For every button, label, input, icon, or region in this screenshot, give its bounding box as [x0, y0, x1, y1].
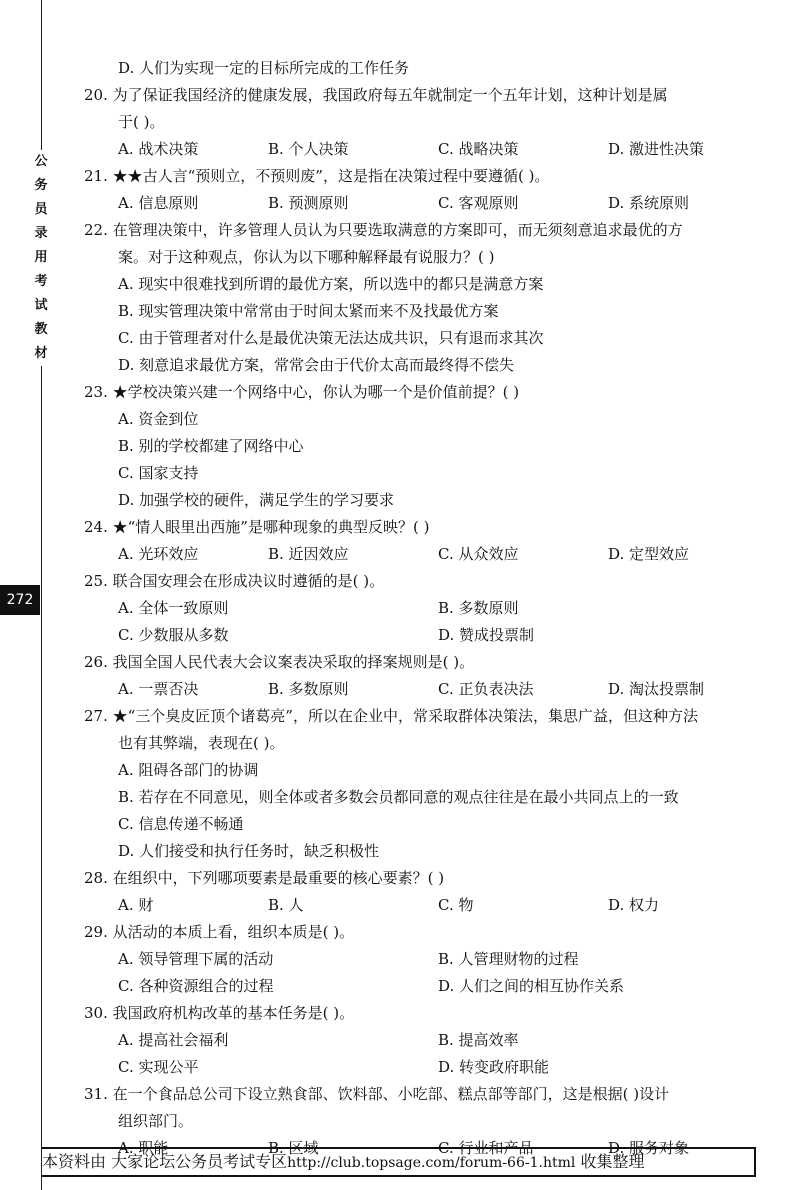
question-stem: 29. 从活动的本质上看，组织本质是( )。: [84, 923, 355, 941]
question-stem: 23. ★学校决策兴建一个网络中心，你认为哪一个是价值前提？( ): [84, 383, 520, 401]
option-item: C. 正负表决法: [438, 680, 534, 698]
option-item: D. 赞成投票制: [438, 626, 535, 644]
option-item: B. 提高效率: [438, 1031, 519, 1049]
side-label: [33, 150, 49, 366]
option-item: D. 激进性决策: [608, 140, 705, 158]
question-stem: 30. 我国政府机构改革的基本任务是( )。: [84, 1004, 355, 1022]
option-line: A. 阻碍各部门的协调: [118, 761, 259, 779]
question-stem: 25. 联合国安理会在形成决议时遵循的是( )。: [84, 572, 385, 590]
option-item: D. 系统原则: [608, 194, 690, 212]
option-line: B. 现实管理决策中常常由于时间太紧而来不及找最优方案: [118, 302, 499, 320]
option-row: [84, 541, 764, 568]
page-number: 272: [0, 585, 40, 615]
option-item: A. 信息原则: [118, 194, 199, 212]
option-line: A. 现实中很难找到所谓的最优方案，所以选中的都只是满意方案: [118, 275, 544, 293]
option-item: B. 近因效应: [268, 545, 349, 563]
option-line: D. 人们接受和执行任务时，缺乏积极性: [118, 842, 380, 860]
option-line: A. 资金到位: [118, 410, 199, 428]
option-line: D. 刻意追求最优方案，常常会由于代价太高而最终得不偿失: [118, 356, 515, 374]
option-item: C. 少数服从多数: [118, 626, 229, 644]
option-row: [84, 946, 764, 973]
option-row: [84, 1054, 764, 1081]
option-item: B. 区域: [268, 1139, 319, 1157]
option-item: B. 多数原则: [268, 680, 349, 698]
option-item: D. 权力: [608, 896, 660, 914]
footer-url[interactable]: http://club.topsage.com/forum-66-1.html: [287, 1155, 576, 1171]
option-line: B. 别的学校都建了网络中心: [118, 437, 304, 455]
option-row: [84, 622, 764, 649]
question-stem: 26. 我国全国人民代表大会议案表决采取的择案规则是( )。: [84, 653, 475, 671]
question-stem: 27. ★“三个臭皮匠顶个诸葛亮”，所以在企业中，常采取群体决策法，集思广益，但这种方法: [84, 707, 698, 725]
question-stem: 28. 在组织中，下列哪项要素是最重要的核心要素？( ): [84, 869, 445, 887]
option-item: A. 领导管理下属的活动: [118, 950, 274, 968]
option-item: D. 淘汰投票制: [608, 680, 705, 698]
side-label-char: 材: [34, 346, 48, 361]
option-row: [84, 892, 764, 919]
option-item: A. 战术决策: [118, 140, 199, 158]
option-item: A. 一票否决: [118, 680, 199, 698]
side-label-char: 务: [34, 178, 48, 193]
side-label-char: 用: [34, 250, 48, 265]
option-row: [84, 595, 764, 622]
option-row: [84, 1027, 764, 1054]
question-continuation: 案。对于这种观点，你认为以下哪种解释最有说服力？( ): [118, 248, 495, 266]
footer-banner: [42, 1147, 756, 1177]
option-item: B. 预测原则: [268, 194, 349, 212]
option-item: D. 定型效应: [608, 545, 690, 563]
option-item: B. 人: [268, 896, 304, 914]
option-item: A. 财: [118, 896, 154, 914]
side-label-char: 教: [34, 322, 48, 337]
option-item: B. 人管理财物的过程: [438, 950, 579, 968]
option-item: C. 从众效应: [438, 545, 519, 563]
option-line: D. 加强学校的硬件，满足学生的学习要求: [118, 491, 395, 509]
option-item: A. 职能: [118, 1139, 169, 1157]
option-line: C. 信息传递不畅通: [118, 815, 244, 833]
option-item: C. 战略决策: [438, 140, 519, 158]
option-item: B. 多数原则: [438, 599, 519, 617]
option-item: A. 全体一致原则: [118, 599, 229, 617]
option-item: C. 行业和产品: [438, 1139, 534, 1157]
side-label-char: 录: [34, 226, 48, 241]
option-item: C. 各种资源组合的过程: [118, 977, 274, 995]
question-stem: 31. 在一个食品总公司下设立熟食部、饮料部、小吃部、糕点部等部门，这是根据( )设计: [84, 1085, 670, 1103]
question-stem: 20. 为了保证我国经济的健康发展，我国政府每五年就制定一个五年计划，这种计划是属: [84, 86, 668, 104]
option-item: D. 服务对象: [608, 1139, 690, 1157]
footer-suffix: 收集整理: [575, 1152, 645, 1171]
question-stem: 24. ★“情人眼里出西施”是哪种现象的典型反映？( ): [84, 518, 430, 536]
question-stem: 22. 在管理决策中，许多管理人员认为只要选取满意的方案即可，而无须刻意追求最优的方: [84, 221, 683, 239]
side-label-char: 试: [34, 298, 48, 313]
option-row: [84, 136, 764, 163]
side-label-char: 员: [34, 202, 48, 217]
option-item: C. 实现公平: [118, 1058, 199, 1076]
question-continuation: 组织部门。: [118, 1112, 194, 1130]
side-label-char: 考: [34, 274, 48, 289]
question-list: [84, 55, 764, 1162]
question-continuation: 于( )。: [118, 113, 165, 131]
option-item: C. 客观原则: [438, 194, 519, 212]
option-row: [84, 190, 764, 217]
option-row: [84, 676, 764, 703]
option-item: B. 个人决策: [268, 140, 349, 158]
option-line: B. 若存在不同意见，则全体或者多数会员都同意的观点往往是在最小共同点上的一致: [118, 788, 679, 806]
option-item: D. 转变政府职能: [438, 1058, 550, 1076]
option-row: [84, 973, 764, 1000]
option-line: C. 国家支持: [118, 464, 199, 482]
option-item: A. 光环效应: [118, 545, 199, 563]
option-item: A. 提高社会福利: [118, 1031, 229, 1049]
question-stem: 21. ★★古人言“预则立，不预则废”，这是指在决策过程中要遵循( )。: [84, 167, 550, 185]
side-label-char: 公: [34, 154, 48, 169]
question-continuation: 也有其弊端，表现在( )。: [118, 734, 285, 752]
option-item: D. 人们之间的相互协作关系: [438, 977, 625, 995]
option-item: C. 物: [438, 896, 474, 914]
option-line: D. 人们为实现一定的目标所完成的工作任务: [118, 59, 410, 77]
option-line: C. 由于管理者对什么是最优决策无法达成共识，只有退而求其次: [118, 329, 544, 347]
footer-prefix: 本资料由 大家论坛公务员考试专区: [42, 1152, 288, 1171]
